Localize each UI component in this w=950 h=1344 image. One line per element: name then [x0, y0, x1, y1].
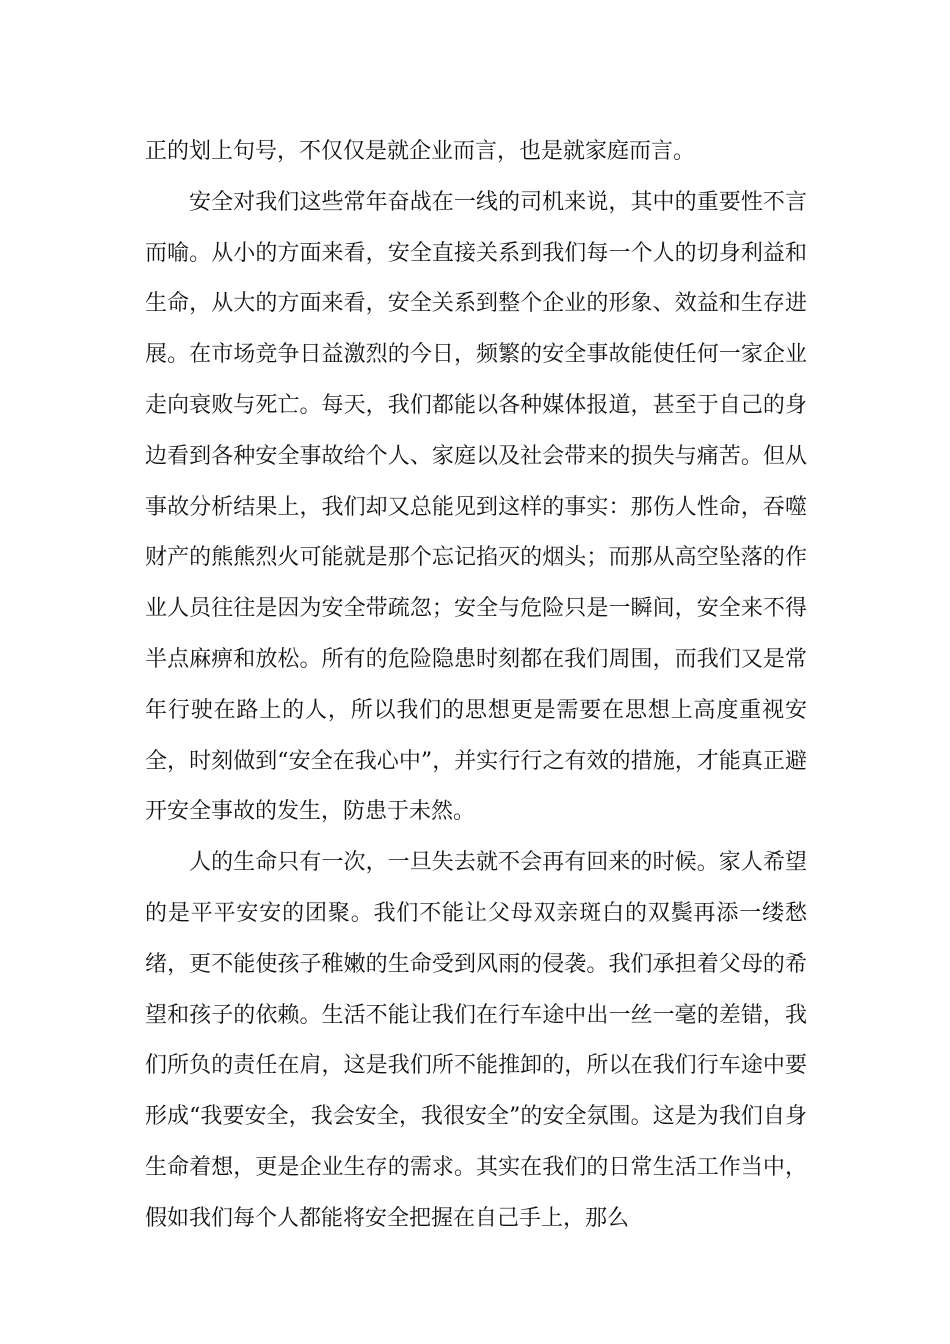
- document-body: [145, 127, 807, 1245]
- paragraph-continued: 正的划上句号，不仅仅是就企业而言，也是就家庭而言。: [145, 139, 696, 164]
- paragraph-life-and-family: 人的生命只有一次，一旦失去就不会再有回来的时候。家人希望的是平平安安的团聚。我们不能让父母双亲斑白的双鬓再添一缕愁绪，更不能使孩子稚嫩的生命受到风雨的侵袭。我们承担着父母的希望和孩子的依赖。生活不能让我们在行车途中出一丝一毫的差错，我们所负的责任在肩，这是我们所不能推卸的，所以在我们行车途中要形成“我要安全，我会安全，我很安全”的安全氛围。这是为我们自身生命着想，更是企业生存的需求。其实在我们的日常生活工作当中，假如我们每个人都能将安全把握在自己手上，那么: [145, 850, 807, 1231]
- paragraph-safety-importance: 安全对我们这些常年奋战在一线的司机来说，其中的重要性不言而喻。从小的方面来看，安全直接关系到我们每一个人的切身利益和生命，从大的方面来看，安全关系到整个企业的形象、效益和生存进展。在市场竞争日益激烈的今日，频繁的安全事故能使任何一家企业走向衰败与死亡。每天，我们都能以各种媒体报道，甚至于自己的身边看到各种安全事故给个人、家庭以及社会带来的损失与痛苦。但从事故分析结果上，我们却又总能见到这样的事实：那伤人性命，吞噬财产的熊熊烈火可能就是那个忘记掐灭的烟头；而那从高空坠落的作业人员往往是因为安全带疏忽；安全与危险只是一瞬间，安全来不得半点麻痹和放松。所有的危险隐患时刻都在我们周围，而我们又是常年行驶在路上的人，所以我们的思想更是需要在思想上高度重视安全，时刻做到“安全在我心中”，并实行行之有效的措施，才能真正避开安全事故的发生，防患于未然。: [145, 189, 807, 825]
